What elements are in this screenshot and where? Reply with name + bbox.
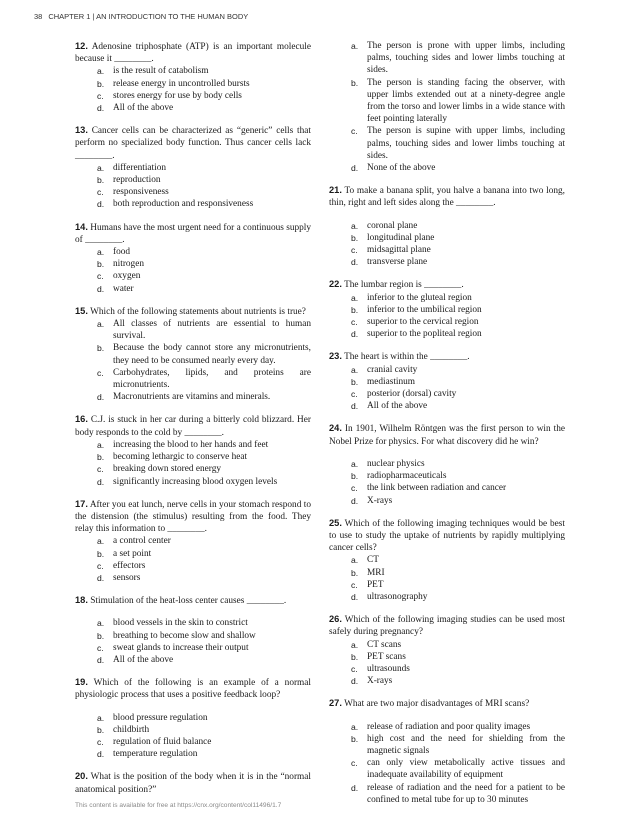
question xyxy=(329,350,565,412)
answer-option xyxy=(329,232,565,244)
option-text: MRI xyxy=(367,567,385,578)
answer-option xyxy=(75,535,311,547)
question xyxy=(75,124,311,210)
option-text: superior to the cervical region xyxy=(367,317,479,328)
question-text: Which of the following statements about nutrients is true? xyxy=(87,306,306,317)
option-letter: b. xyxy=(97,548,105,559)
answer-option xyxy=(329,579,565,591)
option-letter: d. xyxy=(97,199,105,210)
question-number: 21. xyxy=(329,185,342,196)
option-letter: c. xyxy=(351,579,358,590)
question xyxy=(75,498,311,584)
option-letter: c. xyxy=(351,483,358,494)
option-text: significantly increasing blood oxygen levels xyxy=(113,476,278,487)
answer-option xyxy=(329,757,565,781)
answer-option xyxy=(75,318,311,342)
option-text: All of the above xyxy=(113,654,174,665)
answer-option xyxy=(329,567,565,579)
running-head xyxy=(34,12,248,21)
question-stem xyxy=(75,124,311,162)
answer-option xyxy=(329,77,565,126)
option-letter: d. xyxy=(351,676,359,687)
option-text: nuclear physics xyxy=(367,458,425,469)
blank-space xyxy=(75,607,311,617)
question-number: 18. xyxy=(75,595,88,606)
answer-option xyxy=(329,554,565,566)
option-letter: a. xyxy=(351,41,359,51)
option-letter: a. xyxy=(351,220,359,231)
question xyxy=(329,278,565,340)
option-text: oxygen xyxy=(113,271,141,282)
question-text: C.J. is stuck in her car during a bitterly cold blizzard. Her body responds to the cold by ________. xyxy=(75,415,311,438)
option-text: transverse plane xyxy=(367,257,428,268)
answer-option xyxy=(329,639,565,651)
question-stem xyxy=(75,676,311,701)
option-letter: a. xyxy=(97,439,105,450)
option-text: Macronutrients are vitamins and minerals. xyxy=(113,392,271,403)
question-number: 26. xyxy=(329,614,342,625)
option-text: nitrogen xyxy=(113,259,144,270)
option-letter: b. xyxy=(97,630,105,641)
option-letter: d. xyxy=(97,392,105,403)
option-text: radiopharmaceuticals xyxy=(367,471,447,482)
option-letter: b. xyxy=(97,452,105,463)
answer-option xyxy=(75,258,311,270)
option-letter: d. xyxy=(351,401,359,412)
option-letter: d. xyxy=(97,283,105,294)
option-text: breathing to become slow and shallow xyxy=(113,630,256,641)
option-text: inferior to the gluteal region xyxy=(367,292,472,303)
answer-option xyxy=(329,591,565,603)
option-letter: c. xyxy=(97,367,104,378)
option-text: temperature regulation xyxy=(113,749,198,760)
answer-option xyxy=(329,292,565,304)
question-text: The lumbar region is ________. xyxy=(341,280,464,291)
question xyxy=(329,517,565,603)
option-letter: d. xyxy=(351,495,359,506)
option-text: childbirth xyxy=(113,724,150,735)
option-letter: b. xyxy=(97,175,105,186)
option-letter: c. xyxy=(97,560,104,571)
blank-space xyxy=(329,210,565,220)
option-text: the link between radiation and cancer xyxy=(367,483,507,494)
question-stem xyxy=(329,184,565,209)
question xyxy=(75,40,311,114)
option-text: effectors xyxy=(113,560,146,571)
option-letter: d. xyxy=(351,591,359,602)
question-stem xyxy=(75,413,311,438)
question-number: 27. xyxy=(329,698,342,709)
answer-option xyxy=(329,316,565,328)
question-number: 25. xyxy=(329,517,342,528)
answer-option xyxy=(329,733,565,757)
option-letter: a. xyxy=(97,66,105,77)
question-text: Adenosine triphosphate (ATP) is an important molecule because it ________. xyxy=(75,42,311,65)
answer-option xyxy=(75,198,311,210)
question-stem xyxy=(75,40,311,65)
option-text: superior to the popliteal region xyxy=(367,329,482,340)
option-letter: b. xyxy=(97,343,105,354)
option-text: a control center xyxy=(113,536,171,547)
option-letter: a. xyxy=(97,247,105,258)
blank-space xyxy=(329,448,565,458)
option-letter: d. xyxy=(351,257,359,268)
left-column xyxy=(75,40,311,806)
option-letter: b. xyxy=(351,232,359,243)
option-text: All classes of nutrients are essential to human survival. xyxy=(113,319,311,342)
answer-option xyxy=(329,40,565,77)
question-stem xyxy=(75,594,311,607)
question-text: Which of the following is an example of a normal physiologic process that uses a positive feedback loop? xyxy=(75,678,311,701)
question xyxy=(75,676,311,760)
answer-option xyxy=(75,560,311,572)
option-text: CT xyxy=(367,555,379,566)
question-text: The heart is within the ________. xyxy=(341,352,470,363)
question-stem xyxy=(329,517,565,555)
option-text: All of the above xyxy=(113,103,174,114)
page-number: 38 xyxy=(34,12,43,21)
blank-space xyxy=(329,711,565,721)
option-text: can only view metabolically active tissues and inadequate availability of equipment xyxy=(367,758,565,781)
answer-option xyxy=(75,342,311,366)
question-stem xyxy=(75,770,311,795)
answer-option xyxy=(75,246,311,258)
option-text: ultrasounds xyxy=(367,663,410,674)
option-letter: c. xyxy=(97,642,104,653)
answer-option xyxy=(329,675,565,687)
question-text: After you eat lunch, nerve cells in your stomach respond to the distension (the stimulus) resulting from the food. They relay this information to ________. xyxy=(75,499,311,535)
option-letter: c. xyxy=(351,245,358,256)
answer-option xyxy=(75,270,311,282)
answer-option xyxy=(75,630,311,642)
answer-option xyxy=(75,78,311,90)
answer-option xyxy=(329,721,565,733)
option-letter: d. xyxy=(97,476,105,487)
question xyxy=(329,422,565,506)
option-text: posterior (dorsal) cavity xyxy=(367,389,457,400)
option-letter: d. xyxy=(97,572,105,583)
option-letter: d. xyxy=(351,329,359,340)
option-letter: a. xyxy=(97,712,105,723)
option-letter: c. xyxy=(97,90,104,101)
question-stem xyxy=(329,350,565,363)
question-text: What is the position of the body when it is in the “normal anatomical position?” xyxy=(75,772,311,795)
option-letter: d. xyxy=(97,749,105,760)
option-text: release of radiation and the need for a patient to be confined to metal tube for up to 30 minutes xyxy=(367,782,565,805)
question-text: Stimulation of the heat-loss center causes ________. xyxy=(87,596,287,607)
question xyxy=(329,40,565,174)
option-letter: c. xyxy=(97,464,104,475)
question-number: 24. xyxy=(329,423,342,434)
option-text: differentiation xyxy=(113,162,167,173)
option-text: The person is prone with upper limbs, including palms, touching sides and lower limbs touching at sides. xyxy=(367,41,565,76)
question-text: Which of the following imaging studies can be used most safely during pregnancy? xyxy=(329,615,565,638)
question-stem xyxy=(75,498,311,536)
option-letter: a. xyxy=(351,364,359,375)
answer-option xyxy=(329,400,565,412)
answer-option xyxy=(329,470,565,482)
answer-option xyxy=(75,476,311,488)
question-number: 17. xyxy=(75,498,88,509)
question-text: To make a banana split, you halve a banana into two long, thin, right and left sides along the ________. xyxy=(329,186,565,209)
question-number: 22. xyxy=(329,279,342,290)
option-text: inferior to the umbilical region xyxy=(367,304,482,315)
question xyxy=(329,184,565,268)
answer-option xyxy=(329,304,565,316)
chapter-title: CHAPTER 1 | AN INTRODUCTION TO THE HUMAN BODY xyxy=(48,12,249,21)
option-letter: b. xyxy=(97,724,105,735)
question xyxy=(75,770,311,795)
answer-option xyxy=(329,256,565,268)
answer-option xyxy=(75,748,311,760)
answer-option xyxy=(329,162,565,174)
option-text: stores energy for use by body cells xyxy=(113,90,242,101)
question-number: 13. xyxy=(75,125,88,136)
answer-option xyxy=(75,724,311,736)
option-letter: b. xyxy=(351,651,359,662)
option-text: increasing the blood to her hands and feet xyxy=(113,439,269,450)
right-column xyxy=(329,40,565,816)
answer-option xyxy=(75,439,311,451)
answer-option xyxy=(75,174,311,186)
answer-option xyxy=(75,186,311,198)
option-text: longitudinal plane xyxy=(367,232,435,243)
question-stem xyxy=(329,278,565,291)
question-stem xyxy=(75,305,311,318)
option-letter: b. xyxy=(351,733,359,744)
option-text: PET scans xyxy=(367,651,406,662)
option-text: The person is standing facing the observer, with upper limbs extended out at a ninety-degree angle from the torso and lower limbs in a wide stance with feet pointing laterally xyxy=(367,77,565,125)
question-text: What are two major disadvantages of MRI scans? xyxy=(341,699,530,710)
option-text: both reproduction and responsiveness xyxy=(113,199,254,210)
question xyxy=(329,613,565,687)
option-letter: b. xyxy=(351,376,359,387)
answer-option xyxy=(75,463,311,475)
answer-option xyxy=(75,65,311,77)
option-letter: b. xyxy=(351,471,359,482)
answer-option xyxy=(329,364,565,376)
option-text: All of the above xyxy=(367,401,428,412)
option-text: high cost and the need for shielding from the magnetic signals xyxy=(367,733,565,756)
option-text: ultrasonography xyxy=(367,591,428,602)
option-letter: b. xyxy=(351,304,359,315)
answer-option xyxy=(75,283,311,295)
answer-option xyxy=(75,572,311,584)
answer-option xyxy=(75,548,311,560)
option-text: a set point xyxy=(113,548,152,559)
answer-option xyxy=(75,642,311,654)
option-text: reproduction xyxy=(113,175,161,186)
option-text: Because the body cannot store any micronutrients, they need to be consumed nearly every day. xyxy=(113,343,311,366)
option-text: is the result of catabolism xyxy=(113,66,209,77)
option-letter: d. xyxy=(351,163,359,174)
option-letter: c. xyxy=(97,736,104,747)
option-text: X-rays xyxy=(367,676,393,687)
question-number: 15. xyxy=(75,305,88,316)
option-letter: d. xyxy=(351,782,359,793)
option-text: Carbohydrates, lipids, and proteins are micronutrients. xyxy=(113,367,311,391)
answer-option xyxy=(75,102,311,114)
option-letter: c. xyxy=(97,187,104,198)
question xyxy=(75,305,311,404)
answer-option xyxy=(75,654,311,666)
option-letter: c. xyxy=(351,663,358,674)
answer-option xyxy=(329,125,565,162)
option-letter: b. xyxy=(97,259,105,270)
question-number: 19. xyxy=(75,677,88,688)
answer-option xyxy=(75,391,311,403)
option-text: midsagittal plane xyxy=(367,245,431,256)
question-stem xyxy=(329,422,565,447)
answer-option xyxy=(329,458,565,470)
option-text: The person is supine with upper limbs, including palms, touching sides and lower limbs touching at sides. xyxy=(367,126,565,161)
option-text: coronal plane xyxy=(367,220,418,231)
option-text: blood pressure regulation xyxy=(113,712,208,723)
answer-option xyxy=(75,617,311,629)
answer-option xyxy=(75,162,311,174)
option-letter: c. xyxy=(351,389,358,400)
option-letter: d. xyxy=(97,103,105,114)
answer-option xyxy=(329,663,565,675)
option-letter: a. xyxy=(351,292,359,303)
question-stem xyxy=(329,697,565,710)
option-letter: a. xyxy=(351,639,359,650)
answer-option xyxy=(329,388,565,400)
option-text: cranial cavity xyxy=(367,364,418,375)
question-stem xyxy=(329,613,565,638)
option-text: mediastinum xyxy=(367,376,416,387)
option-text: release energy in uncontrolled bursts xyxy=(113,78,250,89)
option-letter: c. xyxy=(351,126,358,137)
question-stem xyxy=(75,221,311,246)
answer-option xyxy=(75,367,311,391)
question xyxy=(75,594,311,666)
option-letter: b. xyxy=(351,77,359,88)
option-letter: c. xyxy=(351,317,358,328)
answer-option xyxy=(75,451,311,463)
option-text: water xyxy=(113,283,134,294)
option-text: regulation of fluid balance xyxy=(113,736,212,747)
answer-option xyxy=(75,736,311,748)
option-text: release of radiation and poor quality images xyxy=(367,721,531,732)
question-number: 12. xyxy=(75,41,88,51)
option-letter: a. xyxy=(97,618,105,629)
answer-option xyxy=(329,495,565,507)
answer-option xyxy=(329,651,565,663)
question-text: Which of the following imaging techniques would be best to use to study the uptake of nutrients by rapidly multiplying cancer cells? xyxy=(329,518,565,554)
option-letter: c. xyxy=(97,271,104,282)
answer-option xyxy=(329,782,565,806)
question xyxy=(75,413,311,487)
option-text: food xyxy=(113,247,131,258)
option-letter: a. xyxy=(97,536,105,547)
option-letter: a. xyxy=(97,319,105,330)
answer-option xyxy=(75,90,311,102)
answer-option xyxy=(329,482,565,494)
option-letter: a. xyxy=(351,721,359,732)
option-text: blood vessels in the skin to constrict xyxy=(113,618,248,629)
question-number: 23. xyxy=(329,351,342,362)
question-number: 16. xyxy=(75,414,88,425)
question xyxy=(329,697,565,806)
answer-option xyxy=(329,220,565,232)
option-letter: c. xyxy=(351,758,358,769)
option-text: PET xyxy=(367,579,384,590)
option-text: CT scans xyxy=(367,639,402,650)
question xyxy=(75,221,311,295)
option-letter: b. xyxy=(351,567,359,578)
option-letter: a. xyxy=(351,458,359,469)
answer-option xyxy=(329,328,565,340)
option-text: None of the above xyxy=(367,163,436,174)
option-letter: a. xyxy=(97,162,105,173)
option-text: X-rays xyxy=(367,495,393,506)
option-letter: b. xyxy=(97,78,105,89)
option-letter: a. xyxy=(351,555,359,566)
answer-option xyxy=(75,712,311,724)
option-text: becoming lethargic to conserve heat xyxy=(113,452,248,463)
option-text: sweat glands to increase their output xyxy=(113,642,249,653)
option-text: responsiveness xyxy=(113,187,169,198)
question-text: In 1901, Wilhelm Röntgen was the first person to win the Nobel Prize for physics. For what discovery did he win? xyxy=(329,424,565,447)
question-number: 14. xyxy=(75,221,88,232)
question-text: Cancer cells can be characterized as “generic” cells that perform no specialized body function. Thus cancer cells lack ________. xyxy=(75,126,311,161)
blank-space xyxy=(75,702,311,712)
answer-option xyxy=(329,376,565,388)
answer-option xyxy=(329,244,565,256)
option-text: breaking down stored energy xyxy=(113,464,222,475)
footer-note: This content is available for free at https://cnx.org/content/col11496/1.7 xyxy=(75,802,282,809)
option-text: sensors xyxy=(113,572,141,583)
option-letter: d. xyxy=(97,654,105,665)
question-text: Humans have the most urgent need for a continuous supply of ________. xyxy=(75,222,311,245)
question-number: 20. xyxy=(75,771,88,782)
